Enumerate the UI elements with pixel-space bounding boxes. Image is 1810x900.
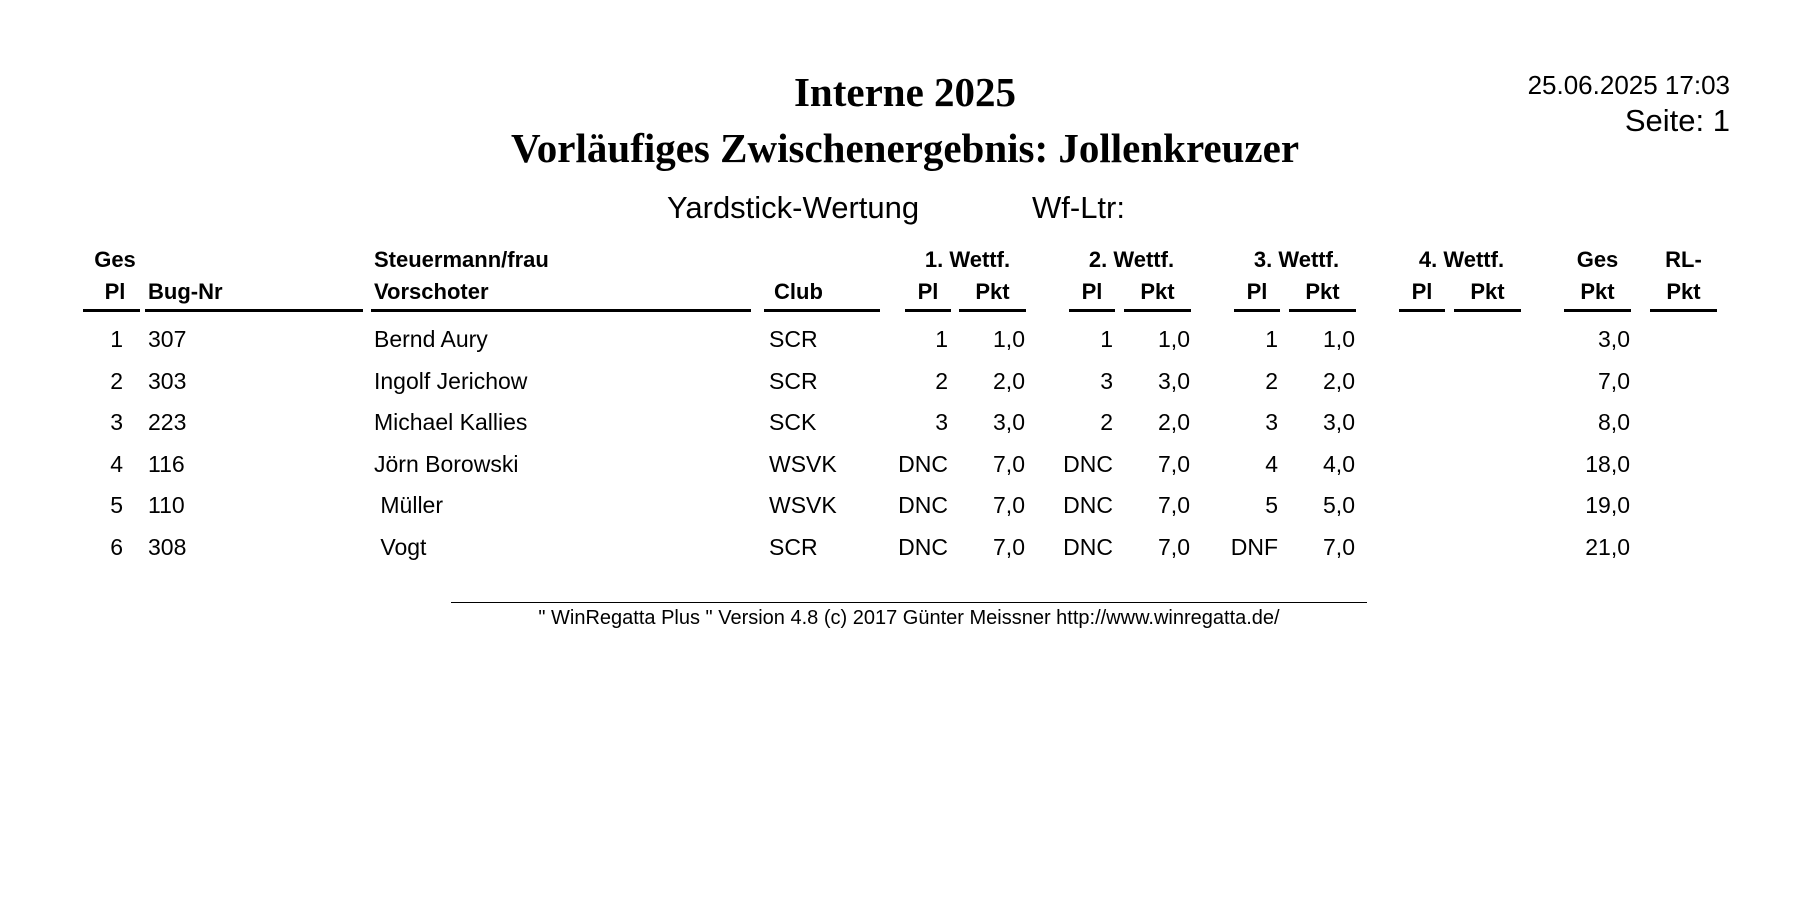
cell-race-1-points: 7,0 [993, 492, 1025, 518]
rating-label: Yardstick-Wertung [667, 190, 920, 225]
cell-race-3-place: 2 [1265, 367, 1278, 394]
cell-bug-nr: 308 [148, 533, 187, 560]
cell-race-3-points: 5,0 [1323, 492, 1355, 518]
cell-bug-nr: 307 [148, 326, 187, 352]
cell-race-3-points: 7,0 [1323, 533, 1355, 560]
cell-race-2-place: 3 [1100, 367, 1113, 394]
header-underline [1234, 309, 1280, 312]
page-number: Seite: 1 [1624, 103, 1730, 138]
cell-club: SCR [769, 326, 818, 352]
header-race-4-pl: Pl [1411, 279, 1433, 304]
cell-race-1-points: 7,0 [993, 450, 1025, 477]
cell-race-2-points: 7,0 [1158, 533, 1190, 560]
cell-race-2-place: DNC [1063, 492, 1113, 518]
cell-race-1-place: 3 [935, 409, 948, 435]
header-underline [145, 309, 363, 312]
header-race-1: 1. Wettf. [924, 247, 1011, 272]
header-race-4: 4. Wettf. [1418, 247, 1505, 272]
wf-label: Wf-Ltr: [1032, 190, 1125, 225]
cell-race-3-place: 3 [1265, 409, 1278, 435]
header-race-1-pkt: Pkt [975, 279, 1010, 304]
header-steuermann: Steuermann/frau [374, 247, 549, 272]
cell-race-3-place: 1 [1265, 326, 1278, 352]
header-underline [371, 309, 751, 312]
cell-race-1-points: 1,0 [993, 326, 1025, 352]
header-pl: Pl [104, 279, 126, 304]
cell-place: 4 [110, 450, 123, 477]
header-underline [1564, 309, 1631, 312]
header-race-4-pkt: Pkt [1470, 279, 1505, 304]
cell-sailor-name: Bernd Aury [374, 326, 488, 352]
cell-sailor-name: Vogt [374, 533, 427, 560]
cell-place: 2 [110, 367, 123, 394]
header-underline [1454, 309, 1521, 312]
cell-race-1-points: 3,0 [993, 409, 1025, 435]
cell-club: SCR [769, 367, 818, 394]
header-ges-pkt: Pkt [1580, 279, 1615, 304]
header-underline [1399, 309, 1445, 312]
header-race-3: 3. Wettf. [1253, 247, 1340, 272]
cell-race-3-points: 3,0 [1323, 409, 1355, 435]
header-race-1-pl: Pl [917, 279, 939, 304]
header-underline [83, 309, 140, 312]
cell-race-2-points: 2,0 [1158, 409, 1190, 435]
cell-race-3-points: 2,0 [1323, 367, 1355, 394]
footer-divider [451, 602, 1367, 603]
cell-race-1-points: 2,0 [993, 367, 1025, 394]
cell-race-3-points: 4,0 [1323, 450, 1355, 477]
cell-club: SCR [769, 533, 818, 560]
header-bug-nr: Bug-Nr [148, 279, 223, 304]
cell-total-points: 19,0 [1585, 492, 1630, 518]
cell-race-2-points: 3,0 [1158, 367, 1190, 394]
cell-race-3-points: 1,0 [1323, 326, 1355, 352]
cell-club: WSVK [769, 450, 837, 477]
cell-race-2-place: DNC [1063, 450, 1113, 477]
cell-race-2-points: 7,0 [1158, 450, 1190, 477]
header-race-3-pkt: Pkt [1305, 279, 1340, 304]
header-underline [1124, 309, 1191, 312]
cell-total-points: 7,0 [1598, 367, 1630, 394]
cell-race-1-points: 7,0 [993, 533, 1025, 560]
header-underline [959, 309, 1026, 312]
header-rl-top: RL- [1665, 247, 1702, 272]
cell-race-2-points: 7,0 [1158, 492, 1190, 518]
cell-race-2-place: 2 [1100, 409, 1113, 435]
cell-sailor-name: Müller [374, 492, 444, 518]
cell-total-points: 8,0 [1598, 409, 1630, 435]
cell-race-2-place: DNC [1063, 533, 1113, 560]
cell-place: 5 [110, 492, 123, 518]
page-subtitle: Vorläufiges Zwischenergebnis: Jollenkreuzer [510, 125, 1300, 171]
cell-race-3-place: 5 [1265, 492, 1278, 518]
cell-sailor-name: Michael Kallies [374, 409, 528, 435]
print-date: 25.06.2025 17:03 [1527, 70, 1730, 100]
cell-bug-nr: 110 [148, 492, 185, 518]
cell-total-points: 3,0 [1598, 326, 1630, 352]
cell-place: 3 [110, 409, 123, 435]
cell-sailor-name: Jörn Borowski [374, 450, 519, 477]
cell-sailor-name: Ingolf Jerichow [374, 367, 528, 394]
cell-race-1-place: 1 [935, 326, 948, 352]
header-race-2-pl: Pl [1081, 279, 1103, 304]
header-vorschoter: Vorschoter [374, 279, 489, 304]
cell-race-2-place: 1 [1100, 326, 1113, 352]
header-underline [1289, 309, 1356, 312]
cell-place: 1 [110, 326, 123, 352]
cell-club: WSVK [769, 492, 837, 518]
footer-credit: " WinRegatta Plus " Version 4.8 (c) 2017 Günter Meissner http://www.winregatta.de/ [538, 607, 1280, 629]
header-underline [764, 309, 880, 312]
cell-race-3-place: 4 [1265, 450, 1278, 477]
cell-race-1-place: DNC [898, 492, 948, 518]
header-ges-pkt-top: Ges [1576, 247, 1619, 272]
cell-race-1-place: 2 [935, 367, 948, 394]
cell-bug-nr: 116 [148, 450, 185, 477]
header-underline [1069, 309, 1115, 312]
cell-place: 6 [110, 533, 123, 560]
cell-club: SCK [769, 409, 817, 435]
cell-race-3-place: DNF [1230, 533, 1278, 560]
header-race-2: 2. Wettf. [1088, 247, 1175, 272]
cell-race-1-place: DNC [898, 533, 948, 560]
header-race-3-pl: Pl [1246, 279, 1268, 304]
header-ges: Ges [94, 247, 136, 272]
cell-race-2-points: 1,0 [1158, 326, 1190, 352]
header-club: Club [774, 279, 823, 304]
header-race-2-pkt: Pkt [1140, 279, 1175, 304]
cell-race-1-place: DNC [898, 450, 948, 477]
page-title: Interne 2025 [793, 69, 1017, 115]
header-underline [905, 309, 951, 312]
cell-bug-nr: 223 [148, 409, 187, 435]
header-underline [1650, 309, 1717, 312]
cell-bug-nr: 303 [148, 367, 187, 394]
header-rl-pkt: Pkt [1666, 279, 1701, 304]
cell-total-points: 21,0 [1585, 533, 1630, 560]
cell-total-points: 18,0 [1585, 450, 1630, 477]
